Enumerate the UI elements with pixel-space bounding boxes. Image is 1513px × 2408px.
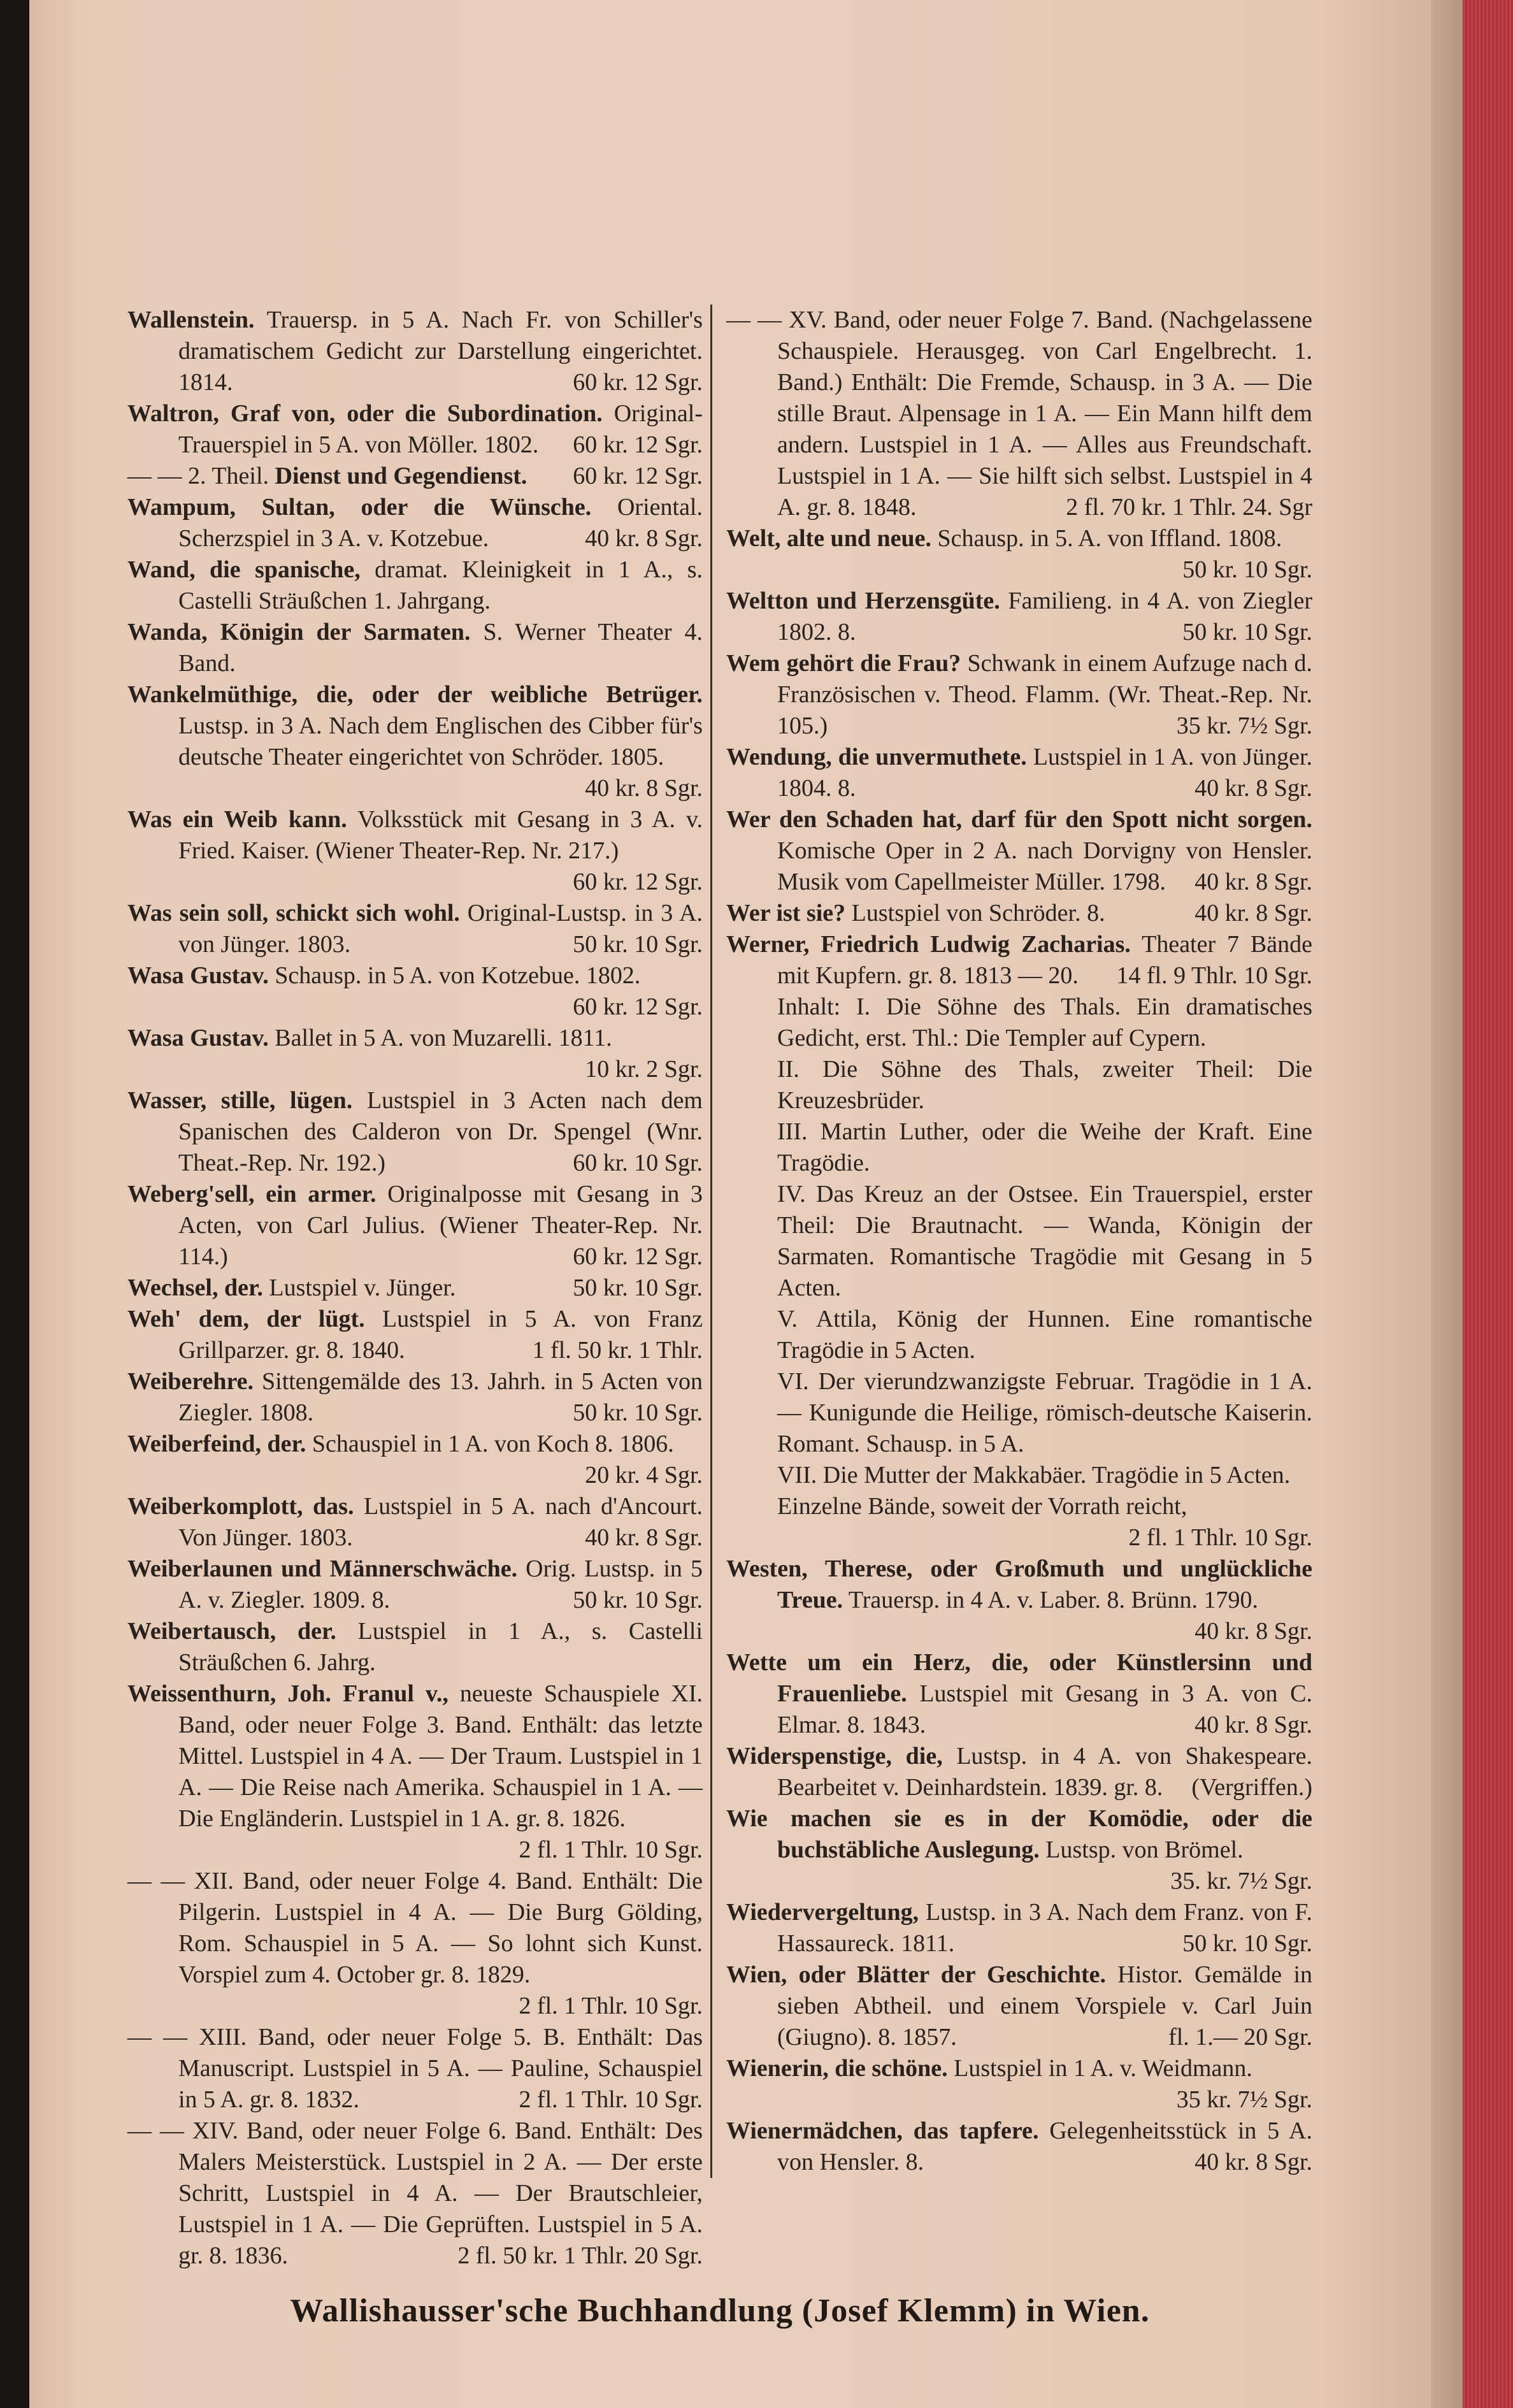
entry-title: Wiedervergeltung, xyxy=(726,1899,919,1926)
contents-text: VI. Der vierundzwanzigste Februar. Tragödie in 1 A. — Kunigunde die Heilige, römisch-deutsche Kaiserin. Romant. Schausp. in 5 A. xyxy=(777,1368,1312,1457)
catalog-entry xyxy=(726,1554,1312,1647)
catalog-entry xyxy=(127,1491,703,1554)
entry-title: Wasser, stille, lügen. xyxy=(127,1087,353,1114)
entry-description: Band, oder neuer Folge 4. Band. Enthält: Die Pilgerin. Lustspiel in 4 A. — Die Burg Gölding, Rom. Schauspiel in 5 A. — So lohnt sich Kunst. Vorspiel zum 4. October gr. 8. 1829. xyxy=(178,1868,703,1988)
entry-price: 40 kr. 8 Sgr. xyxy=(585,775,703,802)
entry-price: 60 kr. 12 Sgr. xyxy=(573,1243,703,1270)
entry-title: Wienermädchen, das tapfere. xyxy=(726,2117,1039,2144)
entry-price: 35 kr. 7½ Sgr. xyxy=(1176,712,1312,739)
entry-title: Wette um ein Herz, die, oder Künstlersinn und Frauenliebe. xyxy=(726,1649,1312,1707)
entry-title: Wien, oder Blätter der Geschichte. xyxy=(726,1961,1106,1988)
entry-title: Wendung, die unvermuthete. xyxy=(726,744,1027,770)
entry-price: 35 kr. 7½ Sgr. xyxy=(1176,2086,1312,2113)
entry-title: Weltton und Herzensgüte. xyxy=(726,588,1000,614)
catalog-entry xyxy=(726,1741,1312,1803)
entry-price: 40 kr. 8 Sgr. xyxy=(1194,775,1312,802)
contents-text: VII. Die Mutter der Makkabäer. Tragödie in 5 Acten. xyxy=(777,1462,1291,1489)
entry-description: Band, oder neuer Folge 7. Band. (Nachgelassene Schauspiele. Herausgeg. von Carl Engelbrecht. 1. Band.) Enthält: Die Fremde, Schausp. in 3 A. — Die stille Braut. Alpensage in 1 A. — Ein Mann hilft dem andern. Lustspiel in 1 A. — Alles aus Freundschaft. Lustspiel in 1 A. — Sie hilft sich selbst. Lustspiel in 4 A. gr. 8. 1848. xyxy=(777,306,1312,521)
entry-prefix: — — XV. xyxy=(726,306,827,333)
entry-price: 50 kr. 10 Sgr. xyxy=(1182,619,1312,645)
catalog-entry xyxy=(726,2053,1312,2116)
contents-item xyxy=(726,1491,1312,1554)
entry-prefix: — — XIII. xyxy=(127,2024,247,2051)
entry-title: Dienst und Gegendienst. xyxy=(275,463,527,489)
entry-title: Wanda, Königin der Sarmaten. xyxy=(127,619,471,645)
contents-item xyxy=(726,1054,1312,1116)
entry-title: Wasa Gustav. xyxy=(127,1025,269,1051)
entry-title: Was sein soll, schickt sich wohl. xyxy=(127,900,460,926)
contents-text: II. Die Söhne des Thals, zweiter Theil: Die Kreuzesbrüder. xyxy=(777,1056,1312,1114)
entry-price: 50 kr. 10 Sgr. xyxy=(573,1274,703,1301)
entry-price: 20 kr. 4 Sgr. xyxy=(585,1462,703,1489)
contents-text: IV. Das Kreuz an der Ostsee. Ein Trauerspiel, erster Theil: Die Brautnacht. — Wanda, Königin der Sarmaten. Romantische Tragödie mit Gesang in 5 Acten. xyxy=(777,1181,1312,1301)
catalog-entry xyxy=(127,1085,703,1179)
entry-description: Sittengemälde des 13. Jahrh. in 5 Acten von Ziegler. 1808. xyxy=(178,1368,703,1426)
contents-item xyxy=(726,991,1312,1054)
entry-description: Lustsp. in 3 A. Nach dem Englischen des Cibber für's deutsche Theater eingerichtet von Schröder. 1805. xyxy=(178,712,703,770)
entry-description: Lustspiel v. Jünger. xyxy=(269,1274,456,1301)
entry-price: 50 kr. 10 Sgr. xyxy=(1182,1930,1312,1957)
entry-price: 60 kr. 12 Sgr. xyxy=(573,869,703,895)
entry-title: Wasa Gustav. xyxy=(127,962,269,989)
entry-description: Lustspiel von Schröder. 8. xyxy=(851,900,1105,926)
catalog-entry xyxy=(726,586,1312,648)
contents-text: Inhalt: I. Die Söhne des Thals. Ein dramatisches Gedicht, erst. Thl.: Die Templer auf Cypern. xyxy=(777,993,1312,1051)
entry-description: Lustspiel mit Gesang in 3 A. von C. Elmar. 8. 1843. xyxy=(777,1680,1312,1738)
left-column xyxy=(127,305,710,2272)
entry-description: Schwank in einem Aufzuge nach d. Französischen v. Theod. Flamm. (Wr. Theat.-Rep. Nr. 105.) xyxy=(777,650,1313,739)
entry-title: Weberg'sell, ein armer. xyxy=(127,1181,376,1208)
entry-title: Waltron, Graf von, oder die Subordination. xyxy=(127,400,603,427)
entry-description: Lustspiel in 5 A. von Franz Grillparzer. gr. 8. 1840. xyxy=(178,1306,703,1364)
entry-description: Oriental. Scherzspiel in 3 A. v. Kotzebue. xyxy=(178,494,703,552)
entry-price: 60 kr. 12 Sgr. xyxy=(573,463,703,489)
entry-price: 14 fl. 9 Thlr. 10 Sgr. xyxy=(1116,962,1312,989)
entry-description: Lustspiel in 1 A., s. Castelli Sträußchen 6. Jahrg. xyxy=(178,1618,703,1676)
entry-price: 40 kr. 8 Sgr. xyxy=(585,1524,703,1551)
entry-prefix: — — XIV. xyxy=(127,2117,238,2144)
contents-item xyxy=(726,1116,1312,1179)
catalog-entry xyxy=(726,1959,1312,2053)
entry-description: Originalposse mit Gesang in 3 Acten, von Carl Julius. (Wiener Theater-Rep. Nr. 114.) xyxy=(178,1181,703,1270)
entry-description: Lustspiel in 3 Acten nach dem Spanischen des Calderon von Dr. Spengel (Wnr. Theat.-Rep. Nr. 192.) xyxy=(178,1087,703,1176)
entry-description: Schauspiel in 1 A. von Koch 8. 1806. xyxy=(312,1431,674,1457)
entry-price: 60 kr. 12 Sgr. xyxy=(573,369,703,396)
entry-title: Wampum, Sultan, oder die Wünsche. xyxy=(127,494,592,521)
entry-price: 40 kr. 8 Sgr. xyxy=(1194,1712,1312,1738)
entry-description: neueste Schauspiele XI. Band, oder neuer Folge 3. Band. Enthält: das letzte Mittel. Lustspiel in 4 A. — Der Traum. Lustspiel in 1 A. — Die Reise nach Amerika. Schauspiel in 1 A. — Die Engländerin. Lustspiel in 1 A. gr. 8. 1826. xyxy=(178,1680,703,1832)
catalog-entry xyxy=(127,679,703,804)
entry-title: Wechsel, der. xyxy=(127,1274,263,1301)
entry-title: Wer den Schaden hat, darf für den Spott nicht sorgen. xyxy=(726,806,1312,833)
entry-description: Original-Lustsp. in 3 A. von Jünger. 1803. xyxy=(178,900,703,958)
contents-item xyxy=(726,1179,1312,1304)
catalog-entry xyxy=(127,305,703,398)
book-red-edge xyxy=(1463,0,1513,2408)
catalog-entry xyxy=(127,2022,703,2116)
entry-title: Weiberehre. xyxy=(127,1368,254,1395)
entry-price: 50 kr. 10 Sgr. xyxy=(573,1587,703,1613)
entry-description: Lustsp. in 3 A. Nach dem Franz. von F. Hassaureck. 1811. xyxy=(777,1899,1313,1957)
entry-title: Was ein Weib kann. xyxy=(127,806,347,833)
entry-prefix: — — 2. Theil. xyxy=(127,463,269,489)
entry-title: Westen, Therese, oder Großmuth und unglückliche Treue. xyxy=(726,1555,1312,1613)
catalog-entry xyxy=(726,742,1312,804)
catalog-entry xyxy=(726,929,1312,991)
entry-price: 40 kr. 8 Sgr. xyxy=(1194,2149,1312,2175)
page-edge-shadow xyxy=(1431,0,1463,2408)
entry-price: 35. kr. 7½ Sgr. xyxy=(1170,1868,1312,1894)
entry-title: Wand, die spanische, xyxy=(127,556,361,583)
entry-description: Schausp. in 5. A. von Iffland. 1808. xyxy=(937,525,1282,552)
entry-description: Band, oder neuer Folge 5. B. Enthält: Das Manuscript. Lustspiel in 5 A. — Pauline, Schauspiel in 5 A. gr. 8. 1832. xyxy=(178,2024,703,2113)
catalog-entry xyxy=(127,1554,703,1616)
entry-description: Trauersp. in 4 A. v. Laber. 8. Brünn. 1790. xyxy=(848,1587,1259,1613)
catalog-entry xyxy=(127,1366,703,1429)
entry-description: Gelegenheitsstück in 5 A. von Hensler. 8. xyxy=(777,2117,1312,2175)
catalog-entry xyxy=(127,398,703,461)
catalog-entry xyxy=(726,804,1312,898)
catalog-entry xyxy=(726,523,1312,586)
entry-title: Wallenstein. xyxy=(127,306,255,333)
catalog-entry xyxy=(127,461,703,492)
catalog-entry xyxy=(127,1866,703,2022)
entry-description: Histor. Gemälde in sieben Abtheil. und einem Vorspiele v. Carl Juin (Giugno). 8. 1857. xyxy=(777,1961,1313,2051)
entry-description: Komische Oper in 2 A. nach Dorvigny von Hensler. Musik vom Capellmeister Müller. 1798. xyxy=(777,837,1312,895)
catalog-entry xyxy=(127,2116,703,2272)
entry-description: dramat. Kleinigkeit in 1 A., s. Castelli Sträußchen 1. Jahrgang. xyxy=(178,556,703,614)
catalog-entry xyxy=(726,1897,1312,1959)
entry-price: 50 kr. 10 Sgr. xyxy=(573,1399,703,1426)
entry-description: Schausp. in 5 A. von Kotzebue. 1802. xyxy=(275,962,641,989)
catalog-entry xyxy=(127,898,703,960)
entry-description: Lustsp. in 4 A. von Shakespeare. Bearbeitet v. Deinhardstein. 1839. gr. 8. xyxy=(777,1743,1313,1801)
catalog-entry xyxy=(127,617,703,679)
entry-prefix: — — XII. xyxy=(127,1868,234,1894)
catalog-entry xyxy=(726,648,1312,742)
entry-description: Band, oder neuer Folge 6. Band. Enthält: Des Malers Meisterstück. Lustspiel in 2 A. — Der erste Schritt, Lustspiel in 4 A. — Der Brautschleier, Lustspiel in 1 A. — Die Geprüften. Lustspiel in 5 A. gr. 8. 1836. xyxy=(178,2117,703,2269)
entry-price: 10 kr. 2 Sgr. xyxy=(585,1056,703,1083)
entry-title: Weiberkomplott, das. xyxy=(127,1493,354,1520)
entry-description: Volksstück mit Gesang in 3 A. v. Fried. Kaiser. (Wiener Theater-Rep. Nr. 217.) xyxy=(178,806,703,864)
entry-title: Weh' dem, der lügt. xyxy=(127,1306,365,1332)
contents-item xyxy=(726,1460,1312,1491)
entry-title: Weissenthurn, Joh. Franul v., xyxy=(127,1680,448,1707)
catalog-entry xyxy=(127,1272,703,1304)
contents-item xyxy=(726,1366,1312,1460)
entry-price: 60 kr. 12 Sgr. xyxy=(573,431,703,458)
entry-description: Theater 7 Bände mit Kupfern. gr. 8. 1813 — 20. xyxy=(777,931,1312,989)
entry-description: Lustspiel in 1 A. v. Weidmann. xyxy=(954,2055,1252,2082)
catalog-entry xyxy=(726,2116,1312,2178)
entry-title: Wienerin, die schöne. xyxy=(726,2055,948,2082)
contents-text: III. Martin Luther, oder die Weihe der Kraft. Eine Tragödie. xyxy=(777,1118,1312,1176)
catalog-entry xyxy=(127,804,703,898)
entry-title: Widerspenstige, die, xyxy=(726,1743,943,1770)
catalog-entry xyxy=(127,1304,703,1366)
catalog-entry xyxy=(726,1803,1312,1897)
entry-title: Weibertausch, der. xyxy=(127,1618,336,1645)
entry-description: Lustsp. von Brömel. xyxy=(1045,1836,1244,1863)
entry-price: 2 fl. 1 Thlr. 10 Sgr. xyxy=(1128,1524,1312,1551)
entry-description: Orig. Lustsp. in 5 A. v. Ziegler. 1809. 8. xyxy=(178,1555,703,1613)
catalog-entry xyxy=(127,1179,703,1272)
entry-description: Lustspiel in 1 A. von Jünger. 1804. 8. xyxy=(777,744,1313,802)
contents-text: V. Attila, König der Hunnen. Eine romantische Tragödie in 5 Acten. xyxy=(777,1306,1312,1364)
entry-price: 2 fl. 1 Thlr. 10 Sgr. xyxy=(519,2086,703,2113)
entry-price: 50 kr. 10 Sgr. xyxy=(573,931,703,958)
right-column xyxy=(710,305,1312,2178)
entry-price: 40 kr. 8 Sgr. xyxy=(1194,1618,1312,1645)
entry-price: 60 kr. 12 Sgr. xyxy=(573,993,703,1020)
contents-text: Einzelne Bände, soweit der Vorrath reicht, xyxy=(777,1493,1187,1520)
catalog-entry xyxy=(127,554,703,617)
entry-price: 1 fl. 50 kr. 1 Thlr. xyxy=(532,1337,703,1364)
entry-description: S. Werner Theater 4. Band. xyxy=(178,619,703,677)
catalog-entry xyxy=(127,1429,703,1491)
entry-title: Wie machen sie es in der Komödie, oder die buchstäbliche Auslegung. xyxy=(726,1805,1312,1863)
entry-price: 40 kr. 8 Sgr. xyxy=(1194,900,1312,926)
entry-price: (Vergriffen.) xyxy=(1191,1774,1312,1801)
publisher-footer: Wallishausser'sche Buchhandlung (Josef Klemm) in Wien. xyxy=(290,2293,1150,2329)
entry-description: Ballet in 5 A. von Muzarelli. 1811. xyxy=(275,1025,612,1051)
catalog-entry xyxy=(726,1647,1312,1741)
entry-price: 40 kr. 8 Sgr. xyxy=(1194,869,1312,895)
catalog-entry xyxy=(127,492,703,554)
entry-title: Wem gehört die Frau? xyxy=(726,650,961,677)
entry-price: 2 fl. 50 kr. 1 Thlr. 20 Sgr. xyxy=(457,2242,703,2269)
entry-title: Weiberlaunen und Männerschwäche. xyxy=(127,1555,518,1582)
contents-item xyxy=(726,1304,1312,1366)
entry-title: Weiberfeind, der. xyxy=(127,1431,306,1457)
entry-title: Wankelmüthige, die, oder der weibliche Betrüger. xyxy=(127,681,703,708)
entry-title: Welt, alte und neue. xyxy=(726,525,931,552)
catalog-entry xyxy=(127,960,703,1023)
entry-title: Wer ist sie? xyxy=(726,900,846,926)
entry-description: Familieng. in 4 A. von Ziegler 1802. 8. xyxy=(777,588,1312,645)
entry-description: Original-Trauerspiel in 5 A. von Möller. 1802. xyxy=(178,400,703,458)
catalog-entry xyxy=(127,1023,703,1085)
entry-price: 60 kr. 10 Sgr. xyxy=(573,1150,703,1176)
entry-price: fl. 1.— 20 Sgr. xyxy=(1168,2024,1312,2051)
catalog-entry xyxy=(726,898,1312,929)
two-column-layout xyxy=(127,305,1312,2272)
entry-description: Trauersp. in 5 A. Nach Fr. von Schiller's dramatischem Gedicht zur Darstellung eingerichtet. 1814. xyxy=(178,306,703,396)
entry-price: 2 fl. 1 Thlr. 10 Sgr. xyxy=(519,1836,703,1863)
entry-description: Lustspiel in 5 A. nach d'Ancourt. Von Jünger. 1803. xyxy=(178,1493,703,1551)
catalog-entry xyxy=(726,305,1312,523)
catalog-entry xyxy=(127,1616,703,1678)
catalog-entry xyxy=(127,1678,703,1866)
entry-price: 40 kr. 8 Sgr. xyxy=(585,525,703,552)
entry-price: 2 fl. 70 kr. 1 Thlr. 24. Sgr xyxy=(1066,494,1312,521)
entry-price: 50 kr. 10 Sgr. xyxy=(1182,556,1312,583)
entry-price: 2 fl. 1 Thlr. 10 Sgr. xyxy=(519,1993,703,2019)
entry-title: Werner, Friedrich Ludwig Zacharias. xyxy=(726,931,1131,958)
